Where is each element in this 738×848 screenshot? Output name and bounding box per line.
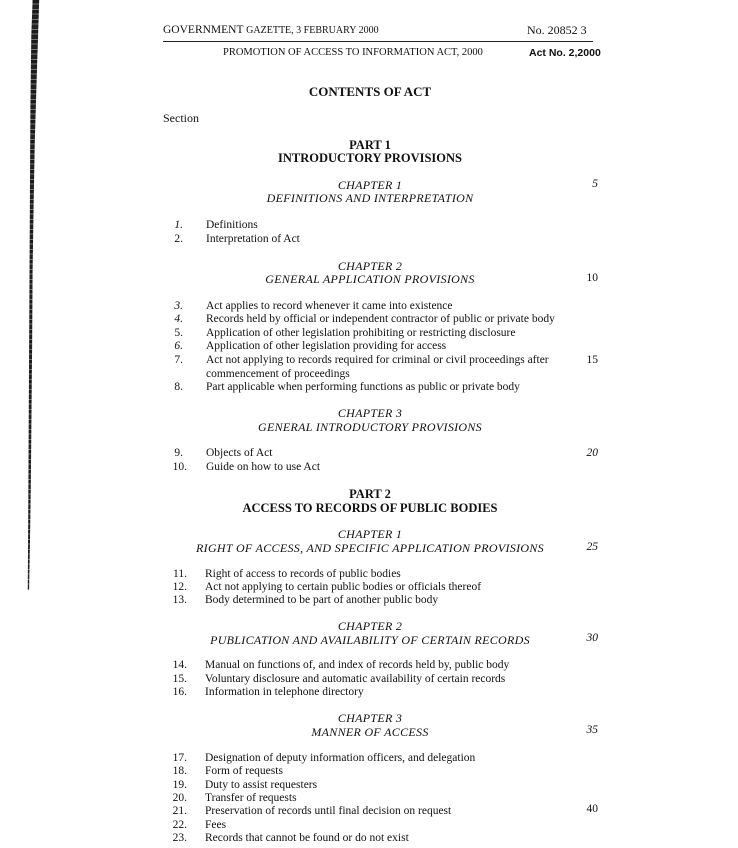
header-rule (163, 41, 593, 42)
contents-title: CONTENTS OF ACT (308, 84, 432, 99)
margin-line-number: 30 (586, 632, 598, 644)
section-entry: Records that cannot be found or do not exist (205, 832, 409, 844)
margin-line-number: 5 (592, 178, 598, 190)
section-entry: Manual on functions of, and index of records held by, public body (205, 659, 510, 671)
section-number: 22. (172, 819, 187, 831)
section-number: 2. (174, 233, 183, 245)
section-entry: Definitions (206, 219, 258, 231)
gazette-header-left (163, 24, 379, 36)
chapter-label: CHAPTER 2 (337, 259, 403, 273)
chapter-title: RIGHT OF ACCESS, AND SPECIFIC APPLICATION PROVISIONS (196, 541, 544, 555)
section-number: 14. (172, 659, 187, 671)
section-entry: Fees (205, 819, 227, 831)
gazette-date: GAZETTE, 3 FEBRUARY 2000 (246, 25, 379, 36)
chapter-label: CHAPTER 1 (337, 527, 403, 541)
section-entry-continuation: commencement of proceedings (206, 368, 350, 380)
section-number: 7. (174, 354, 183, 366)
section-entry: Body determined to be part of another public body (205, 594, 439, 606)
margin-line-number: 25 (586, 541, 598, 553)
gazette-prefix: GOVERNMENT (163, 24, 244, 36)
section-number: 5. (174, 327, 183, 339)
margin-line-number: 20 (586, 447, 598, 459)
section-entry: Part applicable when performing functions as public or private body (206, 381, 520, 393)
section-entry: Act applies to record whenever it came into existence (206, 300, 453, 312)
chapter-label: CHAPTER 1 (337, 178, 403, 192)
part-title: INTRODUCTORY PROVISIONS (278, 151, 462, 165)
margin-line-number: 35 (586, 724, 598, 736)
chapter-title: PUBLICATION AND AVAILABILITY OF CERTAIN RECORDS (210, 633, 530, 647)
section-number: 6. (174, 340, 183, 352)
section-entry: Preservation of records until final decision on request (205, 805, 452, 817)
section-entry: Interpretation of Act (206, 233, 300, 245)
section-entry: Application of other legislation prohibiting or restricting disclosure (206, 327, 516, 339)
section-number: 10. (172, 461, 187, 473)
section-entry: Records held by official or independent contractor of public or private body (206, 313, 555, 325)
chapter-label: CHAPTER 3 (337, 711, 403, 725)
section-entry: Act not applying to certain public bodies or officials thereof (205, 581, 482, 593)
part-label: PART 1 (349, 138, 391, 152)
section-entry: Right of access to records of public bodies (205, 568, 401, 580)
section-number: 18. (172, 765, 187, 777)
margin-line-number: 40 (586, 803, 598, 815)
section-number: 11. (173, 568, 187, 580)
section-entry: Information in telephone directory (205, 686, 364, 698)
section-number: 17. (172, 752, 187, 764)
chapter-title: MANNER OF ACCESS (311, 725, 429, 739)
section-number: 1. (174, 219, 183, 231)
margin-line-number: 10 (586, 272, 598, 284)
section-number: 3. (174, 300, 183, 312)
section-entry: Designation of deputy information officers, and delegation (205, 752, 476, 764)
part-title: ACCESS TO RECORDS OF PUBLIC BODIES (242, 501, 498, 515)
section-number: 8. (174, 381, 183, 393)
section-number: 4. (174, 313, 183, 325)
section-entry: Objects of Act (206, 447, 273, 459)
section-entry: Duty to assist requesters (205, 779, 318, 791)
section-number: 15. (172, 673, 187, 685)
section-label: Section (163, 111, 199, 125)
section-entry: Act not applying to records required for criminal or civil proceedings after (206, 354, 549, 366)
act-number: Act No. 2,2000 (529, 47, 601, 59)
act-title: PROMOTION OF ACCESS TO INFORMATION ACT, 2000 (223, 47, 483, 58)
part-label: PART 2 (349, 487, 391, 501)
chapter-title: GENERAL APPLICATION PROVISIONS (265, 272, 475, 286)
margin-line-number: 15 (586, 354, 598, 366)
section-entry: Transfer of requests (205, 792, 297, 804)
section-entry: Guide on how to use Act (206, 461, 321, 473)
section-number: 23. (172, 832, 187, 844)
chapter-title: GENERAL INTRODUCTORY PROVISIONS (258, 420, 482, 434)
section-number: 13. (172, 594, 187, 606)
section-number: 21. (172, 805, 187, 817)
chapter-title: DEFINITIONS AND INTERPRETATION (266, 191, 474, 205)
section-entry: Voluntary disclosure and automatic availability of certain records (205, 673, 506, 685)
chapter-label: CHAPTER 3 (337, 406, 403, 420)
section-entry: Form of requests (205, 765, 283, 777)
section-number: 16. (172, 686, 187, 698)
section-number: 12. (172, 581, 187, 593)
section-number: 9. (174, 447, 183, 459)
gazette-issue-number: No. 20852 3 (527, 23, 587, 37)
chapter-label: CHAPTER 2 (337, 619, 403, 633)
section-number: 19. (172, 779, 187, 791)
section-entry: Application of other legislation providing for access (206, 340, 447, 352)
section-number: 20. (172, 792, 187, 804)
